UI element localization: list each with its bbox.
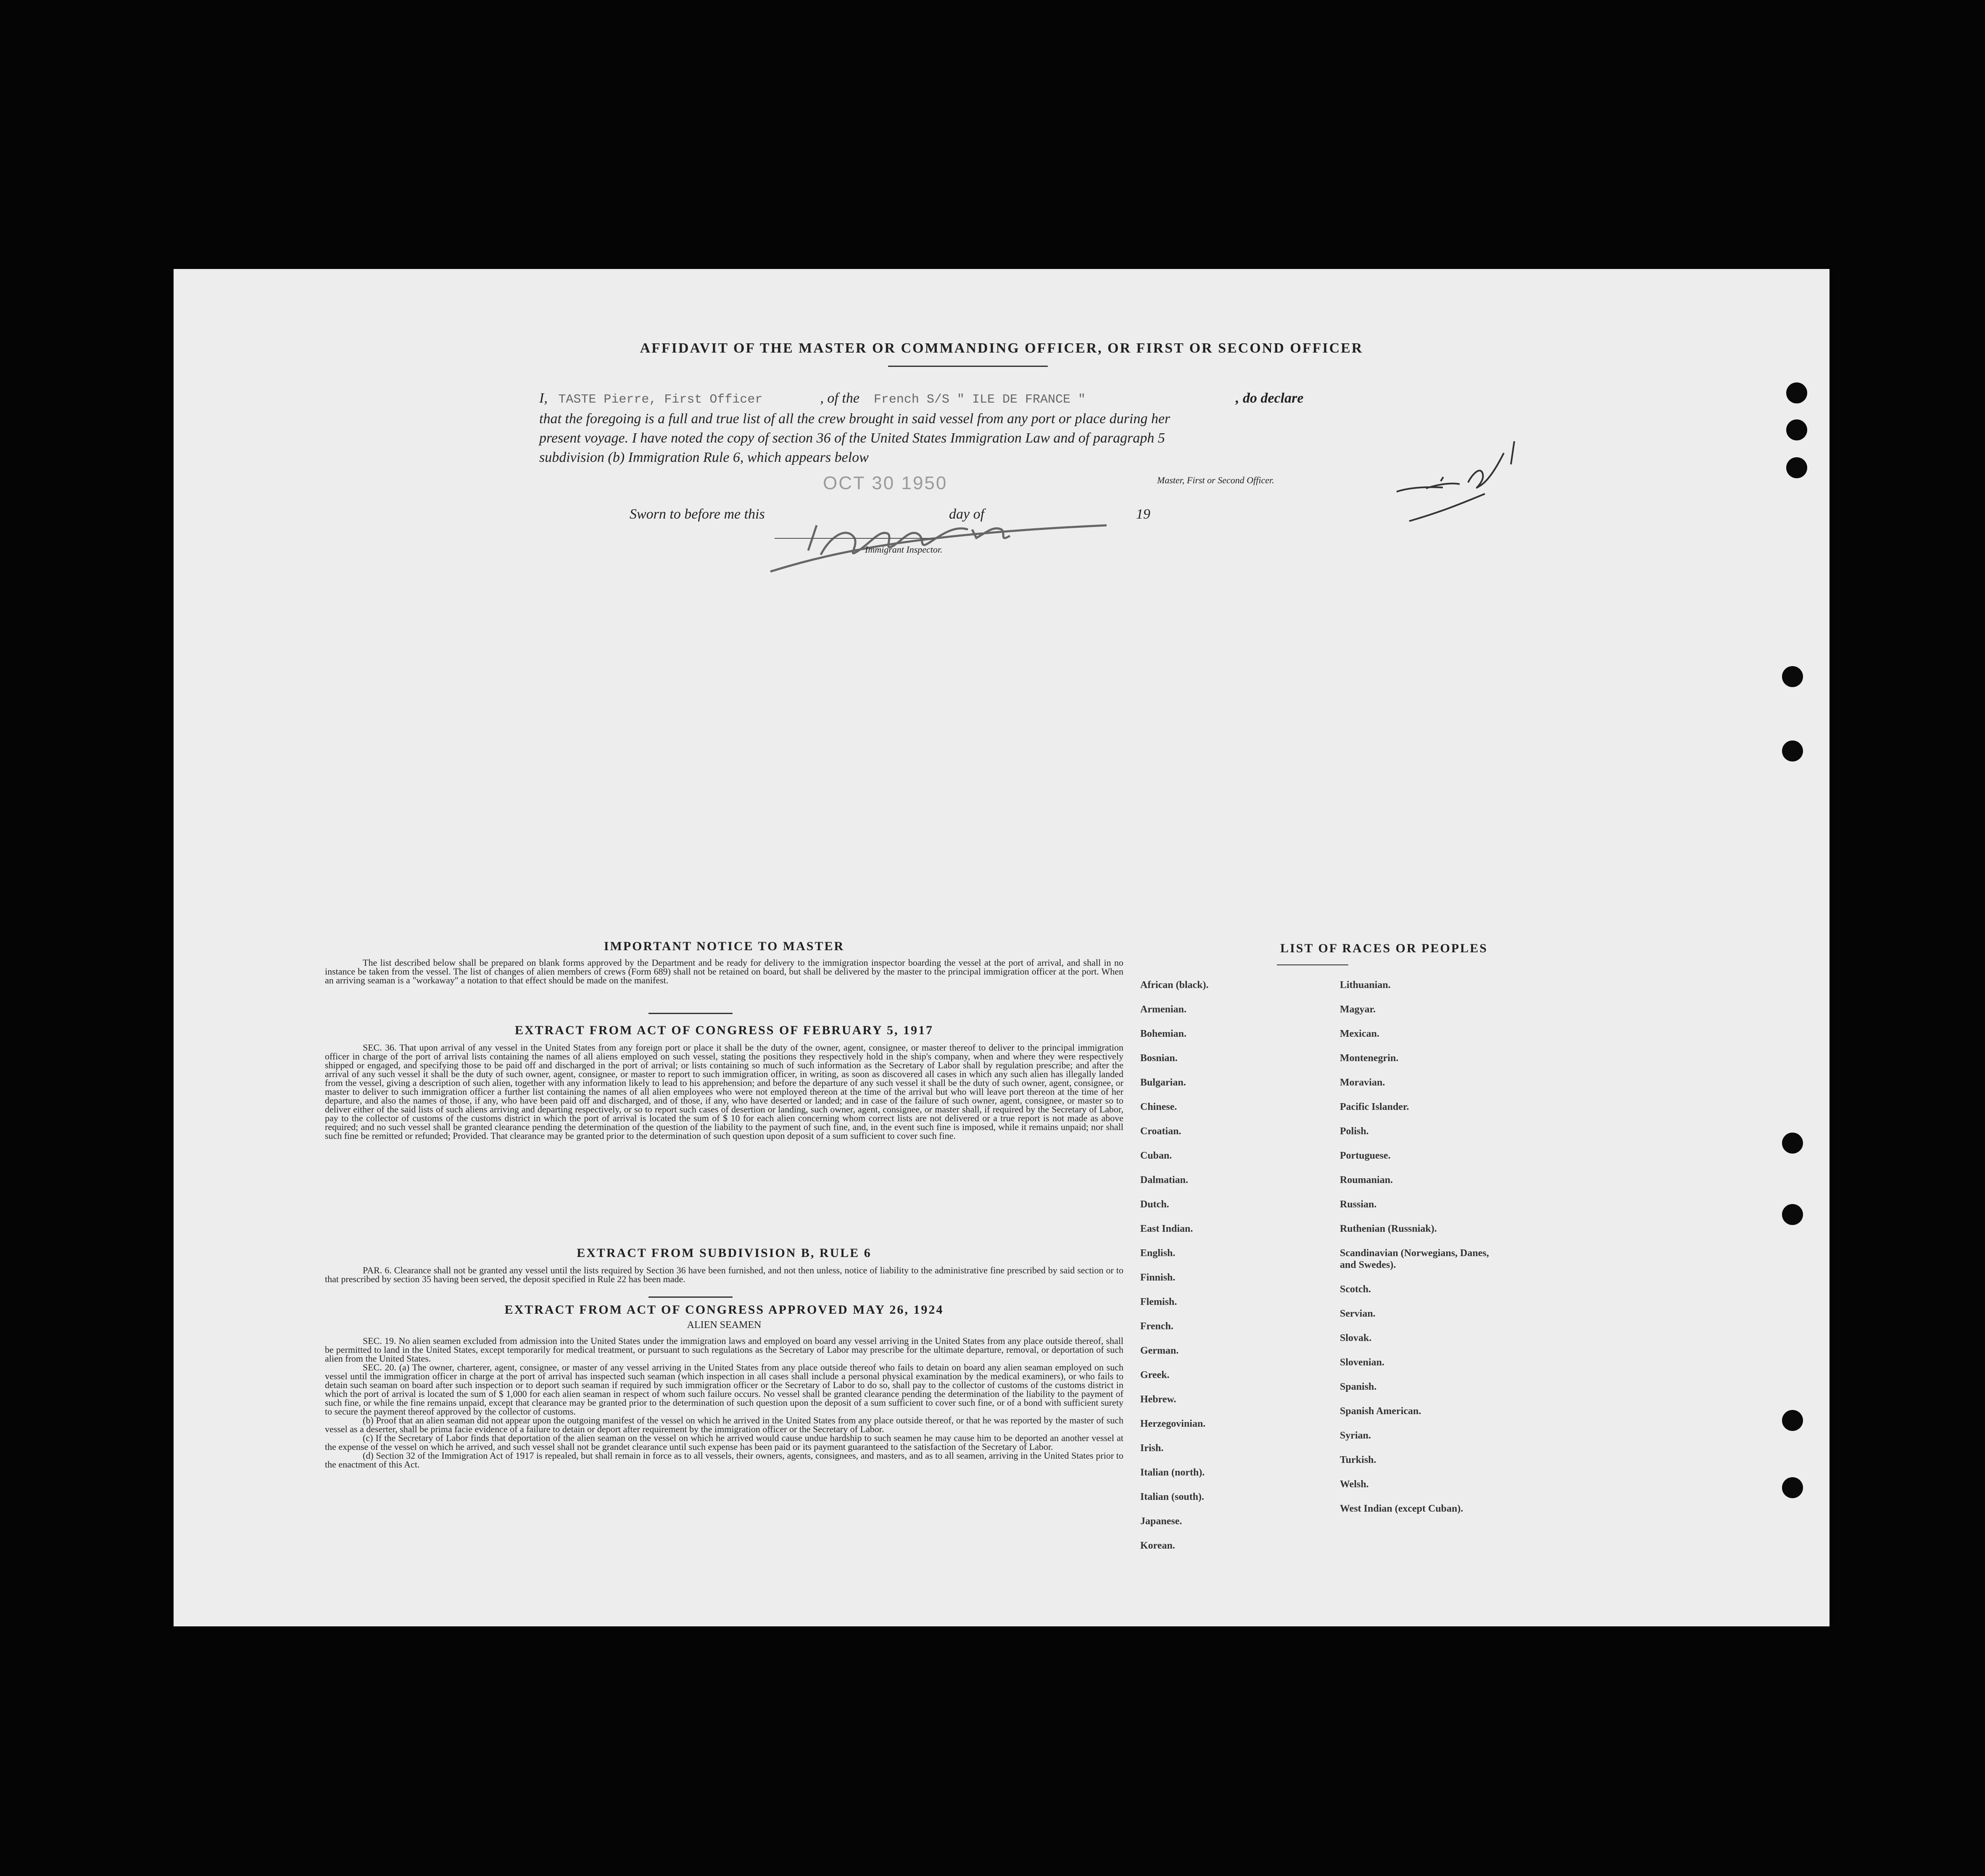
divider-2 bbox=[648, 1296, 733, 1298]
race-item: Bosnian. bbox=[1140, 1053, 1178, 1064]
races-title: LIST OF RACES OR PEOPLES bbox=[1280, 941, 1488, 955]
title-divider bbox=[888, 366, 1048, 367]
officer-signature bbox=[1250, 437, 1527, 534]
sworn-label: Sworn to before me this bbox=[630, 506, 765, 522]
race-item: Welsh. bbox=[1340, 1479, 1369, 1490]
binder-hole bbox=[1786, 382, 1807, 403]
race-item: Flemish. bbox=[1140, 1296, 1177, 1307]
race-item: Italian (south). bbox=[1140, 1491, 1205, 1502]
race-item: Chinese. bbox=[1140, 1101, 1177, 1112]
binder-hole bbox=[1782, 1204, 1803, 1225]
race-item: Cuban. bbox=[1140, 1150, 1172, 1161]
race-item: Italian (north). bbox=[1140, 1467, 1205, 1478]
binder-hole bbox=[1782, 1410, 1803, 1431]
race-item: Bulgarian. bbox=[1140, 1077, 1186, 1088]
extract-1924-body bbox=[325, 1336, 1123, 1469]
i-label: I, bbox=[539, 390, 548, 406]
race-item: Ruthenian (Russniak). bbox=[1340, 1223, 1437, 1234]
race-item: Hebrew. bbox=[1140, 1394, 1176, 1405]
race-item: Lithuanian. bbox=[1340, 980, 1391, 991]
section-19: SEC. 19. No alien seamen excluded from admission into the United States under the immigration laws and employed on board any vessel arriving in the United States from any place outside thereof, shall be permitted to land in the United States, except temporarily for medical treatment, or pursuant to such regulations as the Secretary of Labor may prescribe for the ultimate departure, removal, or deportation of such alien from the United States. bbox=[325, 1336, 1123, 1364]
race-item: Armenian. bbox=[1140, 1004, 1186, 1015]
vessel-name: French S/S " ILE DE FRANCE " bbox=[873, 393, 1086, 407]
declaration-line-3: present voyage. I have noted the copy of section 36 of the United States Immigration Law and of paragraph 5 bbox=[539, 430, 1165, 446]
officer-name: TASTE Pierre, First Officer bbox=[558, 393, 763, 407]
section-20a: SEC. 20. (a) The owner, charterer, agent, consignee, or master of any vessel arriving in the United States from any place outside thereof who fails to detain on board any alien seaman employed on such vessel until the immigration officer in charge at the port of arrival has inspected such seaman (which inspection in all cases shall include a personal physical examination by the medical examiners), or who fails to detain such seaman on board after such inspection or to deport such seaman if required by such immigration officer or the Secretary of Labor to do so, shall pay to the collector of customs of the customs district in which the port of arrival is located the sum of $ 1,000 for each alien seaman in respect of whom such failure occurs. No vessel shall be granted clearance pending the determination of the liability to the payment of such fine, or while the fine remains unpaid, except that clearance may be granted prior to the determination of such question upon the deposit of a sum sufficient to cover such fine, or of a bond with sufficient surety to secure the payment thereof approved by the collector of customs. bbox=[325, 1362, 1123, 1417]
affidavit-title: AFFIDAVIT OF THE MASTER OR COMMANDING OFFICER, OR FIRST OR SECOND OFFICER bbox=[640, 340, 1363, 356]
binder-hole bbox=[1786, 457, 1807, 478]
race-item: Mexican. bbox=[1340, 1028, 1379, 1039]
race-item: African (black). bbox=[1140, 980, 1209, 991]
race-item: German. bbox=[1140, 1345, 1179, 1356]
section-20b: (b) Proof that an alien seaman did not appear upon the outgoing manifest of the vessel on which he arrived in the United States from any place outside thereof, or that he was reported by the master of such vessel as a deserter, shall be prima facie evidence of a failure to detain or deport after requirement by the immigration officer or the Secretary of Labor. bbox=[325, 1415, 1123, 1434]
race-item: Scotch. bbox=[1340, 1284, 1371, 1295]
inspector-signature bbox=[754, 509, 1115, 576]
binder-hole bbox=[1782, 740, 1803, 761]
race-item: Magyar. bbox=[1340, 1004, 1376, 1015]
section-20c: (c) If the Secretary of Labor finds that deportation of the alien seaman on the vessel on which he arrived would cause undue hardship to such seamen he may cause him to be deported an another vessel at the expense of the vessel on which he arrived, and such vessel shall not be grandet clearance until such expense has been paid or its payment guaranteed to the satisfaction of the Secretary of Labor. bbox=[325, 1433, 1123, 1452]
race-item: Roumanian. bbox=[1340, 1175, 1393, 1186]
divider-1 bbox=[648, 1013, 733, 1014]
inspector-caption: Immigrant Inspector. bbox=[865, 544, 943, 555]
do-declare-label: , do declare bbox=[1236, 390, 1304, 406]
race-item: Herzegovinian. bbox=[1140, 1418, 1206, 1429]
race-item: French. bbox=[1140, 1321, 1173, 1332]
race-item: Spanish American. bbox=[1340, 1406, 1421, 1417]
notice-body: The list described below shall be prepared on blank forms approved by the Department and be ready for delivery to the immigration inspector boarding the vessel at the port of arrival, and shall in no instance be taken from the vessel. The list of changes of alien members of crews (Form 689) shall not be retained on board, but shall be delivered by the master to the principal immigration officer at the port. When an arriving seaman is a "workaway" a notation to that effect should be made on the manifest. bbox=[325, 957, 1123, 985]
race-item: Korean. bbox=[1140, 1540, 1175, 1551]
race-item: Bohemian. bbox=[1140, 1028, 1187, 1039]
date-stamp: OCT 30 1950 bbox=[823, 473, 948, 493]
inspector-line bbox=[775, 538, 934, 539]
binder-hole bbox=[1782, 1133, 1803, 1154]
document-page bbox=[174, 269, 1829, 1626]
of-the-label: , of the bbox=[820, 390, 859, 406]
race-item: Dalmatian. bbox=[1140, 1175, 1188, 1186]
race-item: Japanese. bbox=[1140, 1516, 1182, 1527]
binder-hole bbox=[1782, 666, 1803, 687]
race-item: Croatian. bbox=[1140, 1126, 1181, 1137]
race-item: Portuguese. bbox=[1340, 1150, 1391, 1161]
race-item: Spanish. bbox=[1340, 1381, 1377, 1392]
extract-1917-body: SEC. 36. That upon arrival of any vessel in the United States from any foreign port or place it shall be the duty of the owner, agent, consignee, or master thereof to deliver to the principal immigration officer in charge of the port of arrival lists containing the names of all aliens employed on such vessel, stating the positions they respectively hold in the ship's company, when and where they were respectively shipped or engaged, and specifying those to be paid off and discharged in the port of arrival; or lists containing so much of such information as the Secretary of Labor shall by regulation prescribe; and after the arrival of any such vessel it shall be the duty of such owner, agent, consignee, or master to report to such immigration officer, in writing, as soon as discovered all cases in which any such alien has illegally landed from the vessel, giving a description of such alien, together with any information likely to lead to his apprehension; and before the departure of any such vessel it shall be the duty of such owner, agent, consignee, or master to deliver to such immigration officer a further list containing the names of all alien employees who were not employed thereon at the time of the arrival but who will leave port thereon at the time of her departure, and also the names of those, if any, who have been paid off and discharged, and of those, if any, who have deserted or landed; and in case of the failure of such owner, agent, consignee, or master so to deliver either of the said lists of such aliens arriving and departing respectively, or so to report such cases of desertion or landing, such owner, agent, consignee, or master shall, if required by the Secretary of Labor, pay to the collector of customs of the customs district in which the port of arrival is located the sum of $ 10 for each alien concerning whom correct lists are not delivered or a true report is not made as above required; and no such vessel shall be granted clearance pending the determination of the question of the liability to the payment of such fine, and, in the event such fine is imposed, while it remains unpaid; nor shall such fine be remitted or refunded; Provided. That clearance may be granted prior to the determination of such question upon deposit of a sum sufficient to cover such fine. bbox=[325, 1042, 1123, 1141]
race-item: Scandinavian (Norwegians, Danes, and Swedes). bbox=[1340, 1248, 1489, 1270]
race-item: Syrian. bbox=[1340, 1430, 1371, 1441]
race-item: Slovenian. bbox=[1340, 1357, 1385, 1368]
binder-hole bbox=[1782, 1477, 1803, 1498]
races-divider bbox=[1277, 964, 1348, 965]
race-item: West Indian (except Cuban). bbox=[1340, 1503, 1463, 1514]
notice-title: IMPORTANT NOTICE TO MASTER bbox=[604, 939, 845, 953]
race-item: Finnish. bbox=[1140, 1272, 1176, 1283]
race-item: Dutch. bbox=[1140, 1199, 1169, 1210]
race-item: Montenegrin. bbox=[1340, 1053, 1399, 1064]
extract-1924-title: EXTRACT FROM ACT OF CONGRESS APPROVED MAY 26, 1924 bbox=[504, 1303, 944, 1317]
race-item: East Indian. bbox=[1140, 1223, 1193, 1234]
extract-1917-title: EXTRACT FROM ACT OF CONGRESS OF FEBRUARY 5, 1917 bbox=[514, 1023, 934, 1037]
day-of-label: day of bbox=[949, 506, 985, 522]
signature-caption: Master, First or Second Officer. bbox=[1157, 475, 1274, 485]
race-item: Moravian. bbox=[1340, 1077, 1385, 1088]
race-item: Slovak. bbox=[1340, 1333, 1372, 1344]
race-item: Turkish. bbox=[1340, 1454, 1376, 1465]
declaration-line-4: subdivision (b) Immigration Rule 6, which appears below bbox=[539, 450, 869, 465]
race-item: Russian. bbox=[1340, 1199, 1377, 1210]
subdivision-title: EXTRACT FROM SUBDIVISION B, RULE 6 bbox=[577, 1246, 872, 1260]
extract-1924-subtitle: ALIEN SEAMEN bbox=[687, 1320, 762, 1331]
race-item: Polish. bbox=[1340, 1126, 1369, 1137]
race-item: Servian. bbox=[1340, 1308, 1376, 1319]
race-item: English. bbox=[1140, 1248, 1176, 1259]
race-item: Irish. bbox=[1140, 1443, 1164, 1454]
race-item: Pacific Islander. bbox=[1340, 1101, 1409, 1112]
race-item: Greek. bbox=[1140, 1370, 1170, 1381]
year-prefix: 19 bbox=[1136, 506, 1150, 522]
binder-hole bbox=[1786, 419, 1807, 440]
declaration-line-2: that the foregoing is a full and true list of all the crew brought in said vessel from any port or place during her bbox=[539, 411, 1170, 427]
section-20d: (d) Section 32 of the Immigration Act of 1917 is repealed, but shall remain in force as to all vessels, their owners, agents, consignees, and masters, and as to all seamen, arriving in the United States prior to the enactment of this Act. bbox=[325, 1450, 1123, 1470]
subdivision-body: PAR. 6. Clearance shall not be granted any vessel until the lists required by Section 36 have been furnished, and not then unless, notice of liability to the administrative fine prescribed by said section or to that prescribed by section 35 having been served, the deposit specified in Rule 22 has been made. bbox=[325, 1265, 1123, 1284]
